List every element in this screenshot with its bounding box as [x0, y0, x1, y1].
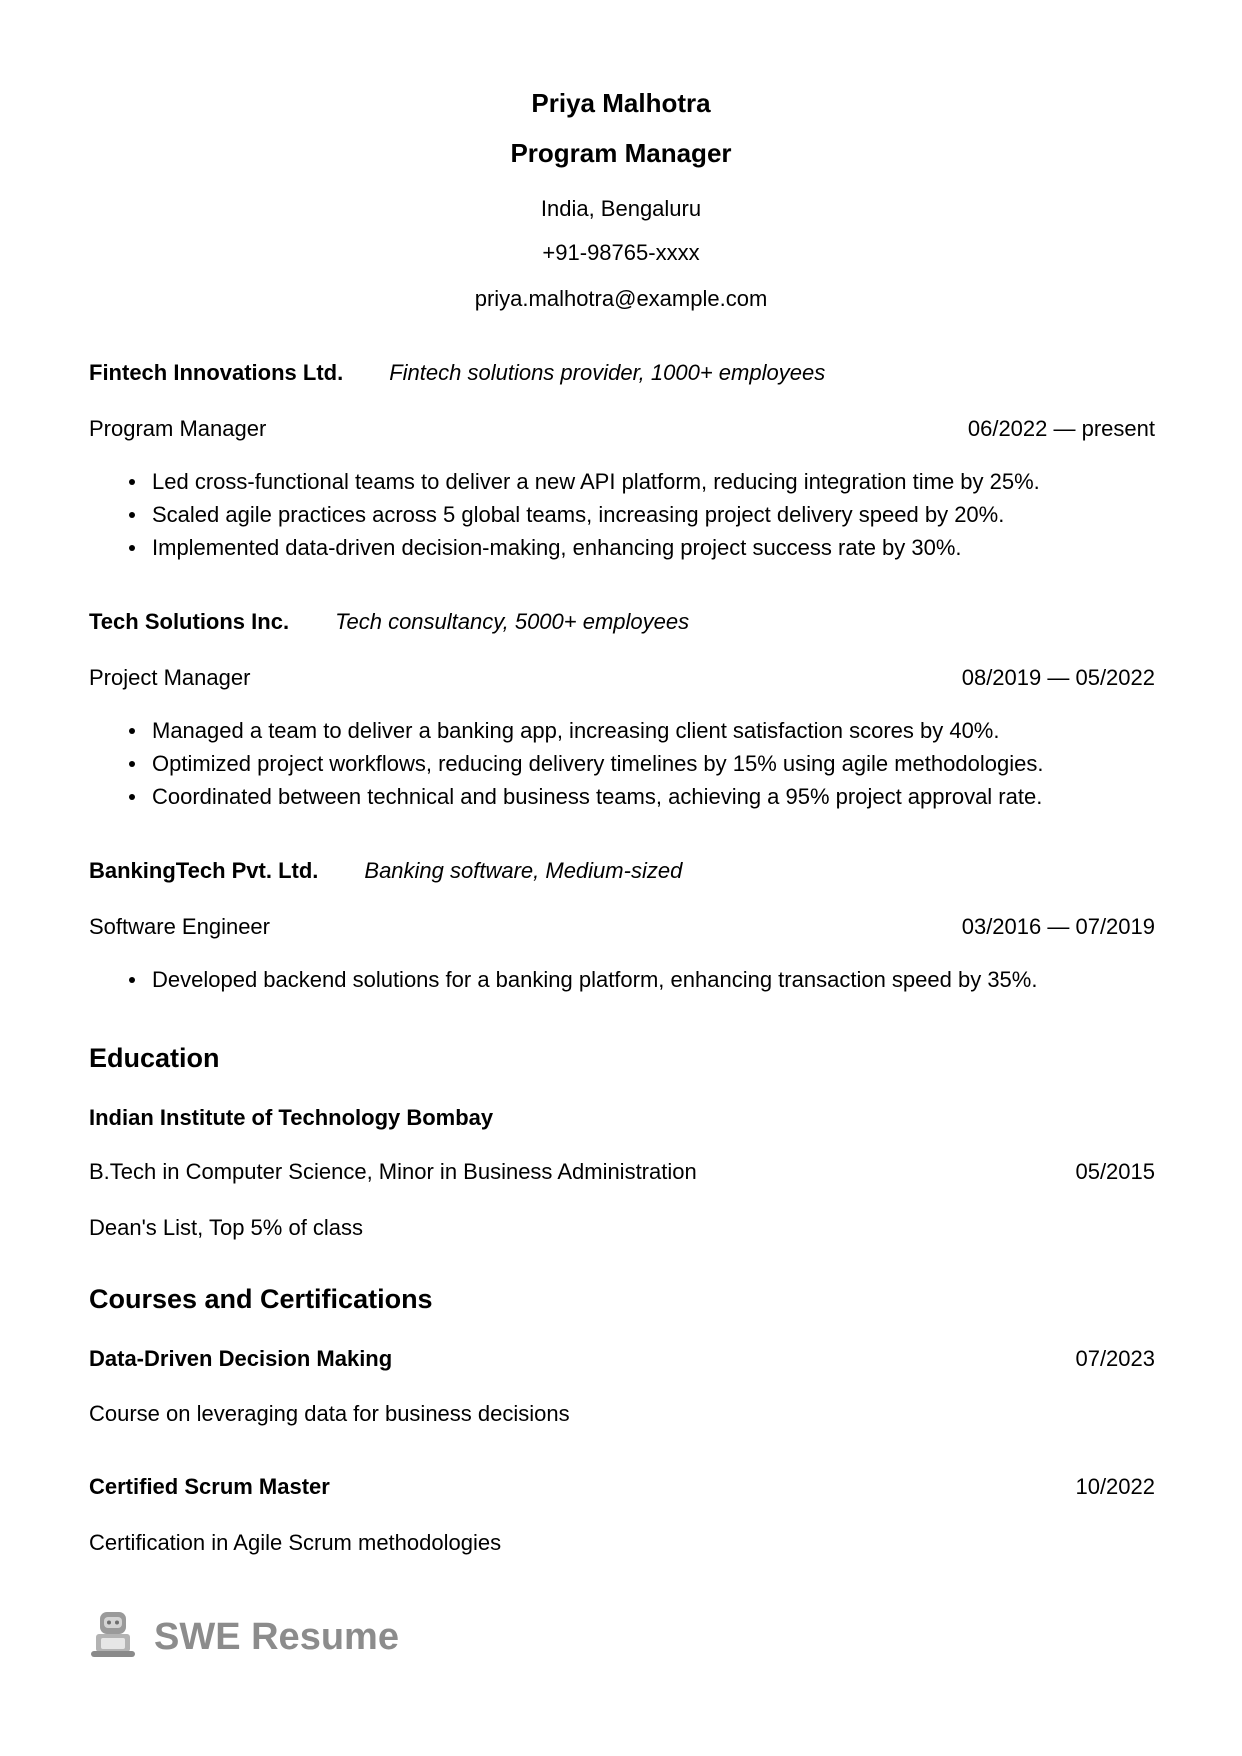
job-company-line	[89, 609, 689, 635]
candidate-title: Program Manager	[510, 138, 732, 168]
bullet-item: Managed a team to deliver a banking app, increasing client satisfaction scores by 40%.	[126, 714, 1043, 747]
bullet-item: Developed backend solutions for a banking platform, enhancing transaction speed by 35%.	[126, 963, 1037, 996]
robot-laptop-icon	[90, 1610, 138, 1660]
bullet-item: Scaled agile practices across 5 global teams, increasing project delivery speed by 20%.	[126, 498, 1040, 531]
course-description: Course on leveraging data for business decisions	[89, 1401, 570, 1426]
job-role: Project Manager	[89, 665, 251, 690]
bullet-item: Implemented data-driven decision-making, enhancing project success rate by 30%.	[126, 531, 1040, 564]
bullet-item: Coordinated between technical and business teams, achieving a 95% project approval rate.	[126, 780, 1043, 813]
company-description: Tech consultancy, 5000+ employees	[335, 609, 690, 634]
job-role-row	[89, 914, 1155, 944]
degree-row	[89, 1159, 1155, 1189]
location: India, Bengaluru	[540, 196, 702, 221]
company-name: BankingTech Pvt. Ltd.	[89, 858, 319, 883]
education-heading: Education	[89, 1043, 220, 1073]
company-description: Banking software, Medium-sized	[364, 858, 683, 883]
job-bullets	[126, 465, 1040, 564]
job-dates: 08/2019 — 05/2022	[961, 665, 1155, 690]
phone: +91-98765-xxxx	[542, 240, 700, 265]
graduation-date: 05/2015	[1075, 1159, 1155, 1184]
course-title: Data-Driven Decision Making	[89, 1346, 393, 1371]
bullet-item: Led cross-functional teams to deliver a new API platform, reducing integration time by 25%.	[126, 465, 1040, 498]
job-dates: 03/2016 — 07/2019	[961, 914, 1155, 939]
company-name: Tech Solutions Inc.	[89, 609, 290, 634]
job-dates: 06/2022 — present	[967, 416, 1155, 441]
job-role: Software Engineer	[89, 914, 270, 939]
course-date: 07/2023	[1075, 1346, 1155, 1371]
job-company-line	[89, 360, 825, 386]
course-description: Certification in Agile Scrum methodologies	[89, 1530, 502, 1555]
job-role-row	[89, 665, 1155, 695]
company-description: Fintech solutions provider, 1000+ employees	[389, 360, 826, 385]
course-row	[89, 1474, 1155, 1504]
bullet-item: Optimized project workflows, reducing delivery timelines by 15% using agile methodologies.	[126, 747, 1043, 780]
education-note: Dean's List, Top 5% of class	[89, 1215, 364, 1240]
brand-name: SWE Resume	[154, 1616, 399, 1658]
courses-heading: Courses and Certifications	[89, 1284, 433, 1314]
company-name: Fintech Innovations Ltd.	[89, 360, 344, 385]
job-company-line	[89, 858, 682, 884]
email-link[interactable]: priya.malhotra@example.com	[474, 286, 768, 311]
job-bullets	[126, 714, 1043, 813]
course-date: 10/2022	[1075, 1474, 1155, 1499]
job-bullets	[126, 963, 1037, 996]
job-role-row	[89, 416, 1155, 446]
institution-name: Indian Institute of Technology Bombay	[89, 1105, 494, 1130]
candidate-name: Priya Malhotra	[531, 88, 711, 118]
degree: B.Tech in Computer Science, Minor in Business Administration	[89, 1159, 697, 1184]
job-role: Program Manager	[89, 416, 267, 441]
course-title: Certified Scrum Master	[89, 1474, 330, 1499]
course-row	[89, 1346, 1155, 1376]
